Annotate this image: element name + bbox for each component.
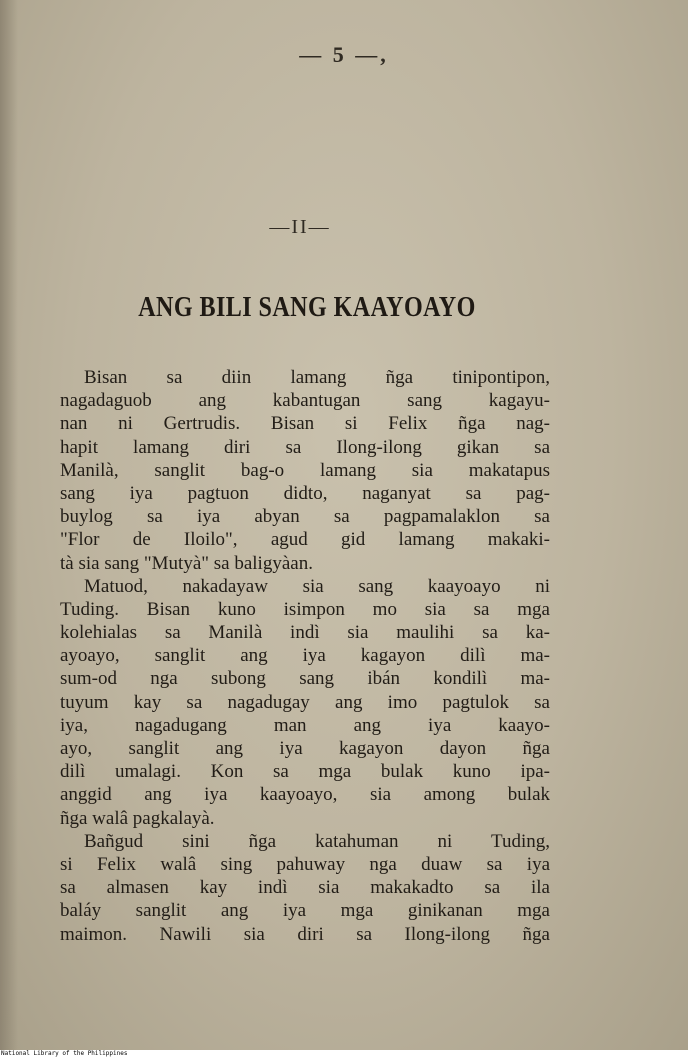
chapter-heading: —II—: [269, 216, 331, 238]
text-line: maimon. Nawili sia diri sa Ilong-ilong ñga: [60, 923, 550, 945]
text-line: hapit lamang diri sa Ilong-ilong gikan sa: [60, 436, 550, 458]
library-credit: National Library of the Philippines: [1, 1050, 128, 1057]
text-line: tà sia sang "Mutyà" sa baligyàan.: [60, 552, 313, 574]
text-line: nan ni Gertrudis. Bisan si Felix ñga nag-: [60, 413, 550, 435]
page-number: — 5 —,: [299, 42, 389, 67]
text-line: ayoayo, sanglit ang iya kagayon dilì ma-: [60, 645, 550, 667]
text-line: "Flor de Iloilo", agud gid lamang makaki-: [60, 529, 550, 551]
text-line: ñga walâ pagkalayà.: [60, 807, 215, 829]
text-line: dilì umalagi. Kon sa mga bulak kuno ipa-: [60, 761, 550, 783]
text-line: Manilà, sanglit bag-o lamang sia makatapus: [60, 459, 550, 481]
text-line: ayo, sanglit ang iya kagayon dayon ñga: [60, 738, 550, 759]
text-line: sa almasen kay indì sia makakadto sa ila: [60, 877, 550, 899]
text-line: iya, nagadugang man ang iya kaayo-: [60, 714, 550, 736]
scan-footer: [0, 1050, 688, 1058]
text-line: anggid ang iya kaayoayo, sia among bulak: [60, 784, 550, 806]
text-line: si Felix walâ sing pahuway nga duaw sa iya: [60, 853, 550, 875]
text-line: kolehialas sa Manilà indì sia maulihi sa ka-: [60, 622, 550, 644]
text-line: nagadaguob ang kabantugan sang kagayu-: [60, 390, 550, 412]
text-line: baláy sanglit ang iya mga ginikanan mga: [60, 900, 550, 922]
text-line: buylog sa iya abyan sa pagpamalaklon sa: [60, 506, 550, 528]
text-line: sum-od nga subong sang ibán kondilì ma-: [60, 668, 550, 690]
body-text: [60, 366, 550, 946]
text-line: Matuod, nakadayaw sia sang kaayoayo ni: [84, 575, 550, 597]
text-line: Bañgud sini ñga katahuman ni Tuding,: [84, 830, 550, 852]
text-line: Tuding. Bisan kuno isimpon mo sia sa mga: [60, 598, 550, 620]
text-line: sang iya pagtuon didto, naganyat sa pag-: [60, 482, 550, 504]
chapter-title: ANG BILI SANG KAAYOAYO: [138, 292, 476, 323]
text-line: Bisan sa diin lamang ñga tinipontipon,: [84, 367, 550, 388]
page-edge-shadow: [0, 0, 18, 1050]
text-line: tuyum kay sa nagadugay ang imo pagtulok sa: [60, 691, 550, 713]
